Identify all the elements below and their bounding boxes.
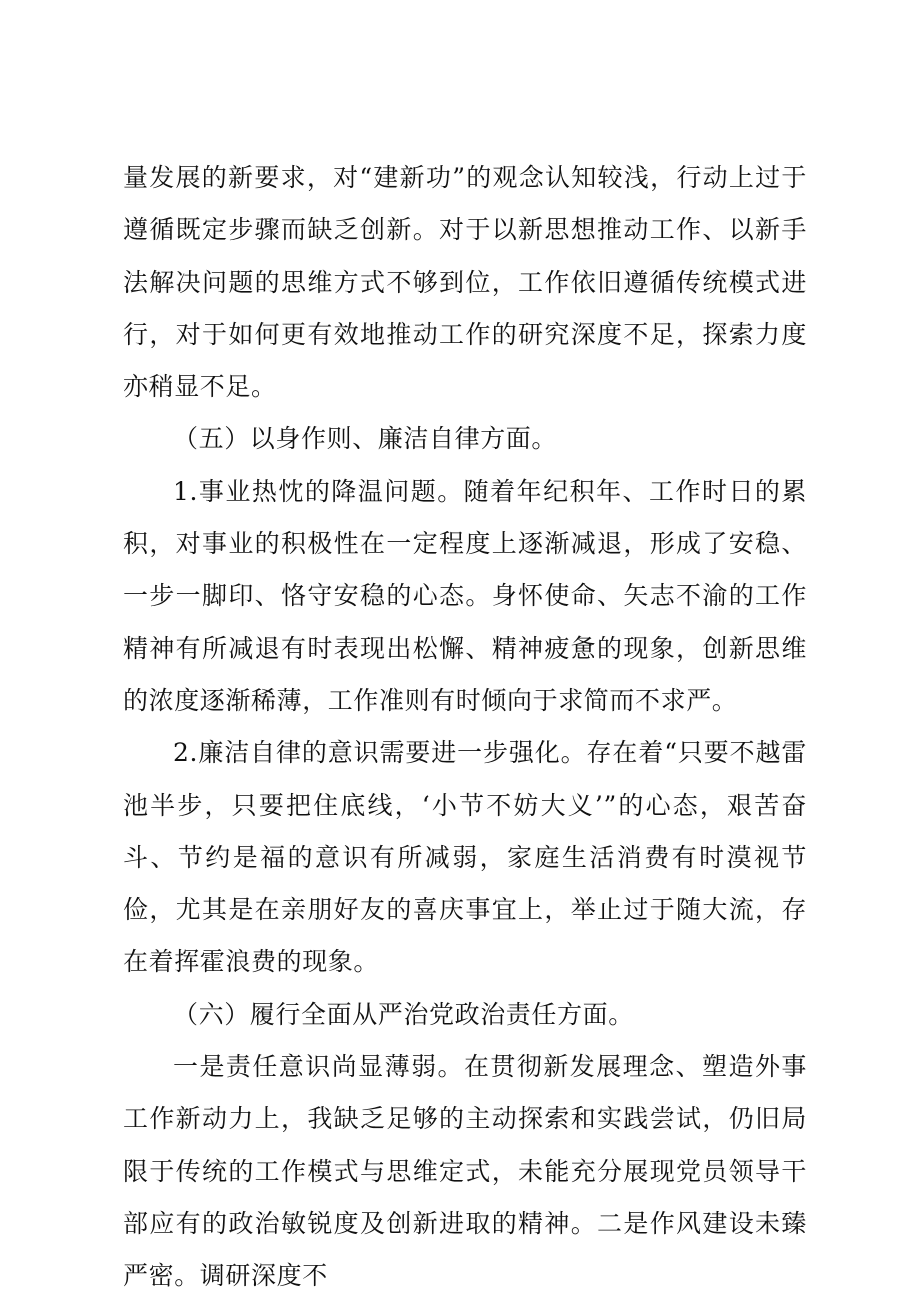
section-heading-5: （五）以身作则、廉洁自律方面。 <box>173 424 558 454</box>
paragraph-item-2: 2.廉洁自律的意识需要进一步强化。存在着“只要不越雷池半步，只要把住底线，‘小节不妨大义’”的心态，艰苦奋斗、节约是福的意识有所减弱，家庭生活消费有时漠视节俭，尤其是在亲朋好友的喜庆事宜上，举止过于随大流，存在着挥霍浪费的现象。 <box>123 738 807 977</box>
section-heading-6: （六）履行全面从严治党政治责任方面。 <box>173 999 634 1029</box>
paragraph-continuation: 量发展的新要求，对“建新功”的观念认知较浅，行动上过于遵循既定步骤而缺乏创新。对于以新思想推动工作、以新手法解决问题的思维方式不够到位，工作依旧遵循传统模式进行，对于如何更有效地推动工作的研究深度不足，探索力度亦稍显不足。 <box>123 163 807 402</box>
paragraph-item-1: 1.事业热忱的降温问题。随着年纪积年、工作时日的累积，对事业的积极性在一定程度上逐渐减退，形成了安稳、一步一脚印、恪守安稳的心态。身怀使命、矢志不渝的工作精神有所减退有时表现出松懈、精神疲惫的现象，创新思维的浓度逐渐稀薄，工作准则有时倾向于求简而不求严。 <box>123 476 807 715</box>
paragraph-responsibility: 一是责任意识尚显薄弱。在贯彻新发展理念、塑造外事工作新动力上，我缺乏足够的主动探索和实践尝试，仍旧局限于传统的工作模式与思维定式，未能充分展现党员领导干部应有的政治敏锐度及创新进取的精神。二是作风建设未臻严密。调研深度不 <box>123 1052 807 1291</box>
document-body <box>123 152 807 1303</box>
